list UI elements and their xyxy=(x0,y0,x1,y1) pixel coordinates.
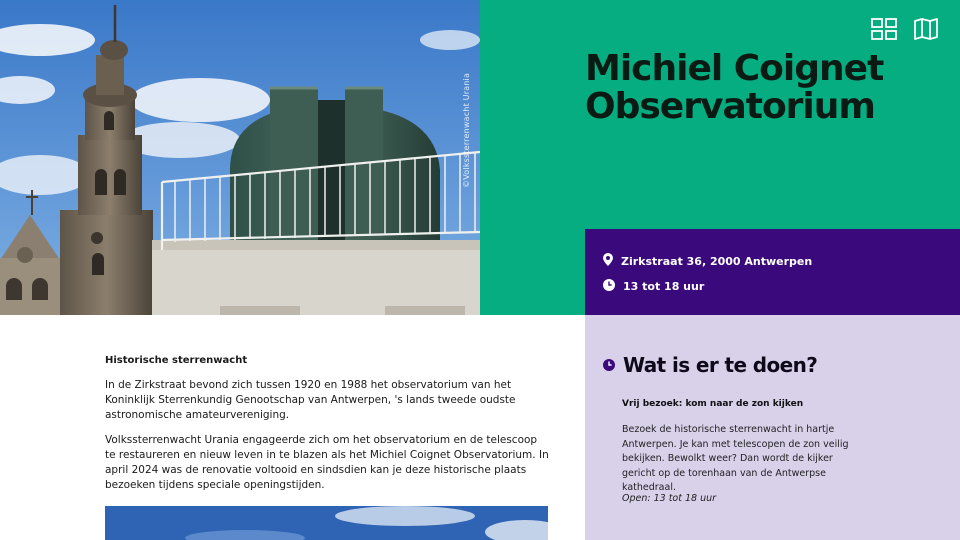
hours-row xyxy=(603,279,704,294)
page-title-line2: Observatorium xyxy=(585,86,875,127)
activities-sidebar xyxy=(585,315,960,540)
map-icon[interactable] xyxy=(912,16,940,42)
grid-view-icon[interactable] xyxy=(870,16,898,42)
hours-text: 13 tot 18 uur xyxy=(623,280,705,293)
activity-opening-hours: Open: 13 tot 18 uur xyxy=(622,493,717,504)
info-box xyxy=(585,229,960,315)
activities-title: Wat is er te doen? xyxy=(623,353,818,377)
observatory-photo xyxy=(0,0,480,315)
address-text: Zirkstraat 36, 2000 Antwerpen xyxy=(621,254,813,268)
clock-icon xyxy=(603,279,615,294)
article-heading: Historische sterrenwacht xyxy=(105,355,248,366)
photo-credit: ©Volkssterrenwacht Urania xyxy=(462,72,471,188)
activity-subtitle: Vrij bezoek: kom naar de zon kijken xyxy=(622,399,804,409)
article-paragraph: Volkssterrenwacht Urania engageerde zich om het observatorium en de telescoop te restaureren en nieuw leven in te blazen als het Michiel Coignet Observatorium. In april 2024 was de renovatie voltooid en sindsdien kan je deze historische plaats bezoeken tijdens speciale openingstijden. xyxy=(105,434,549,491)
article xyxy=(105,354,550,503)
address-row xyxy=(603,253,812,269)
location-pin-icon xyxy=(603,253,613,269)
page-title xyxy=(585,50,925,126)
clock-icon xyxy=(603,356,615,375)
activity-description: Bezoek de historische sterrenwacht in hartje Antwerpen. Je kan met telescopen de zon veilig bekijken. Bewolkt weer? Dan wordt de kijker gericht op de torenhaan van de Antwerpse kathedraal. xyxy=(622,424,849,494)
article-paragraph: In de Zirkstraat bevond zich tussen 1920 en 1988 het observatorium van het Koninklijk Sterrenkundig Genootschap van Antwerpen, 's lands tweede oudste astronomische amateurvereniging. xyxy=(105,379,516,421)
view-toggle xyxy=(870,16,940,42)
article-photo xyxy=(105,506,548,540)
activities-heading xyxy=(603,353,817,377)
page-title-line1: Michiel Coignet xyxy=(585,48,884,89)
hero-photo xyxy=(0,0,480,315)
